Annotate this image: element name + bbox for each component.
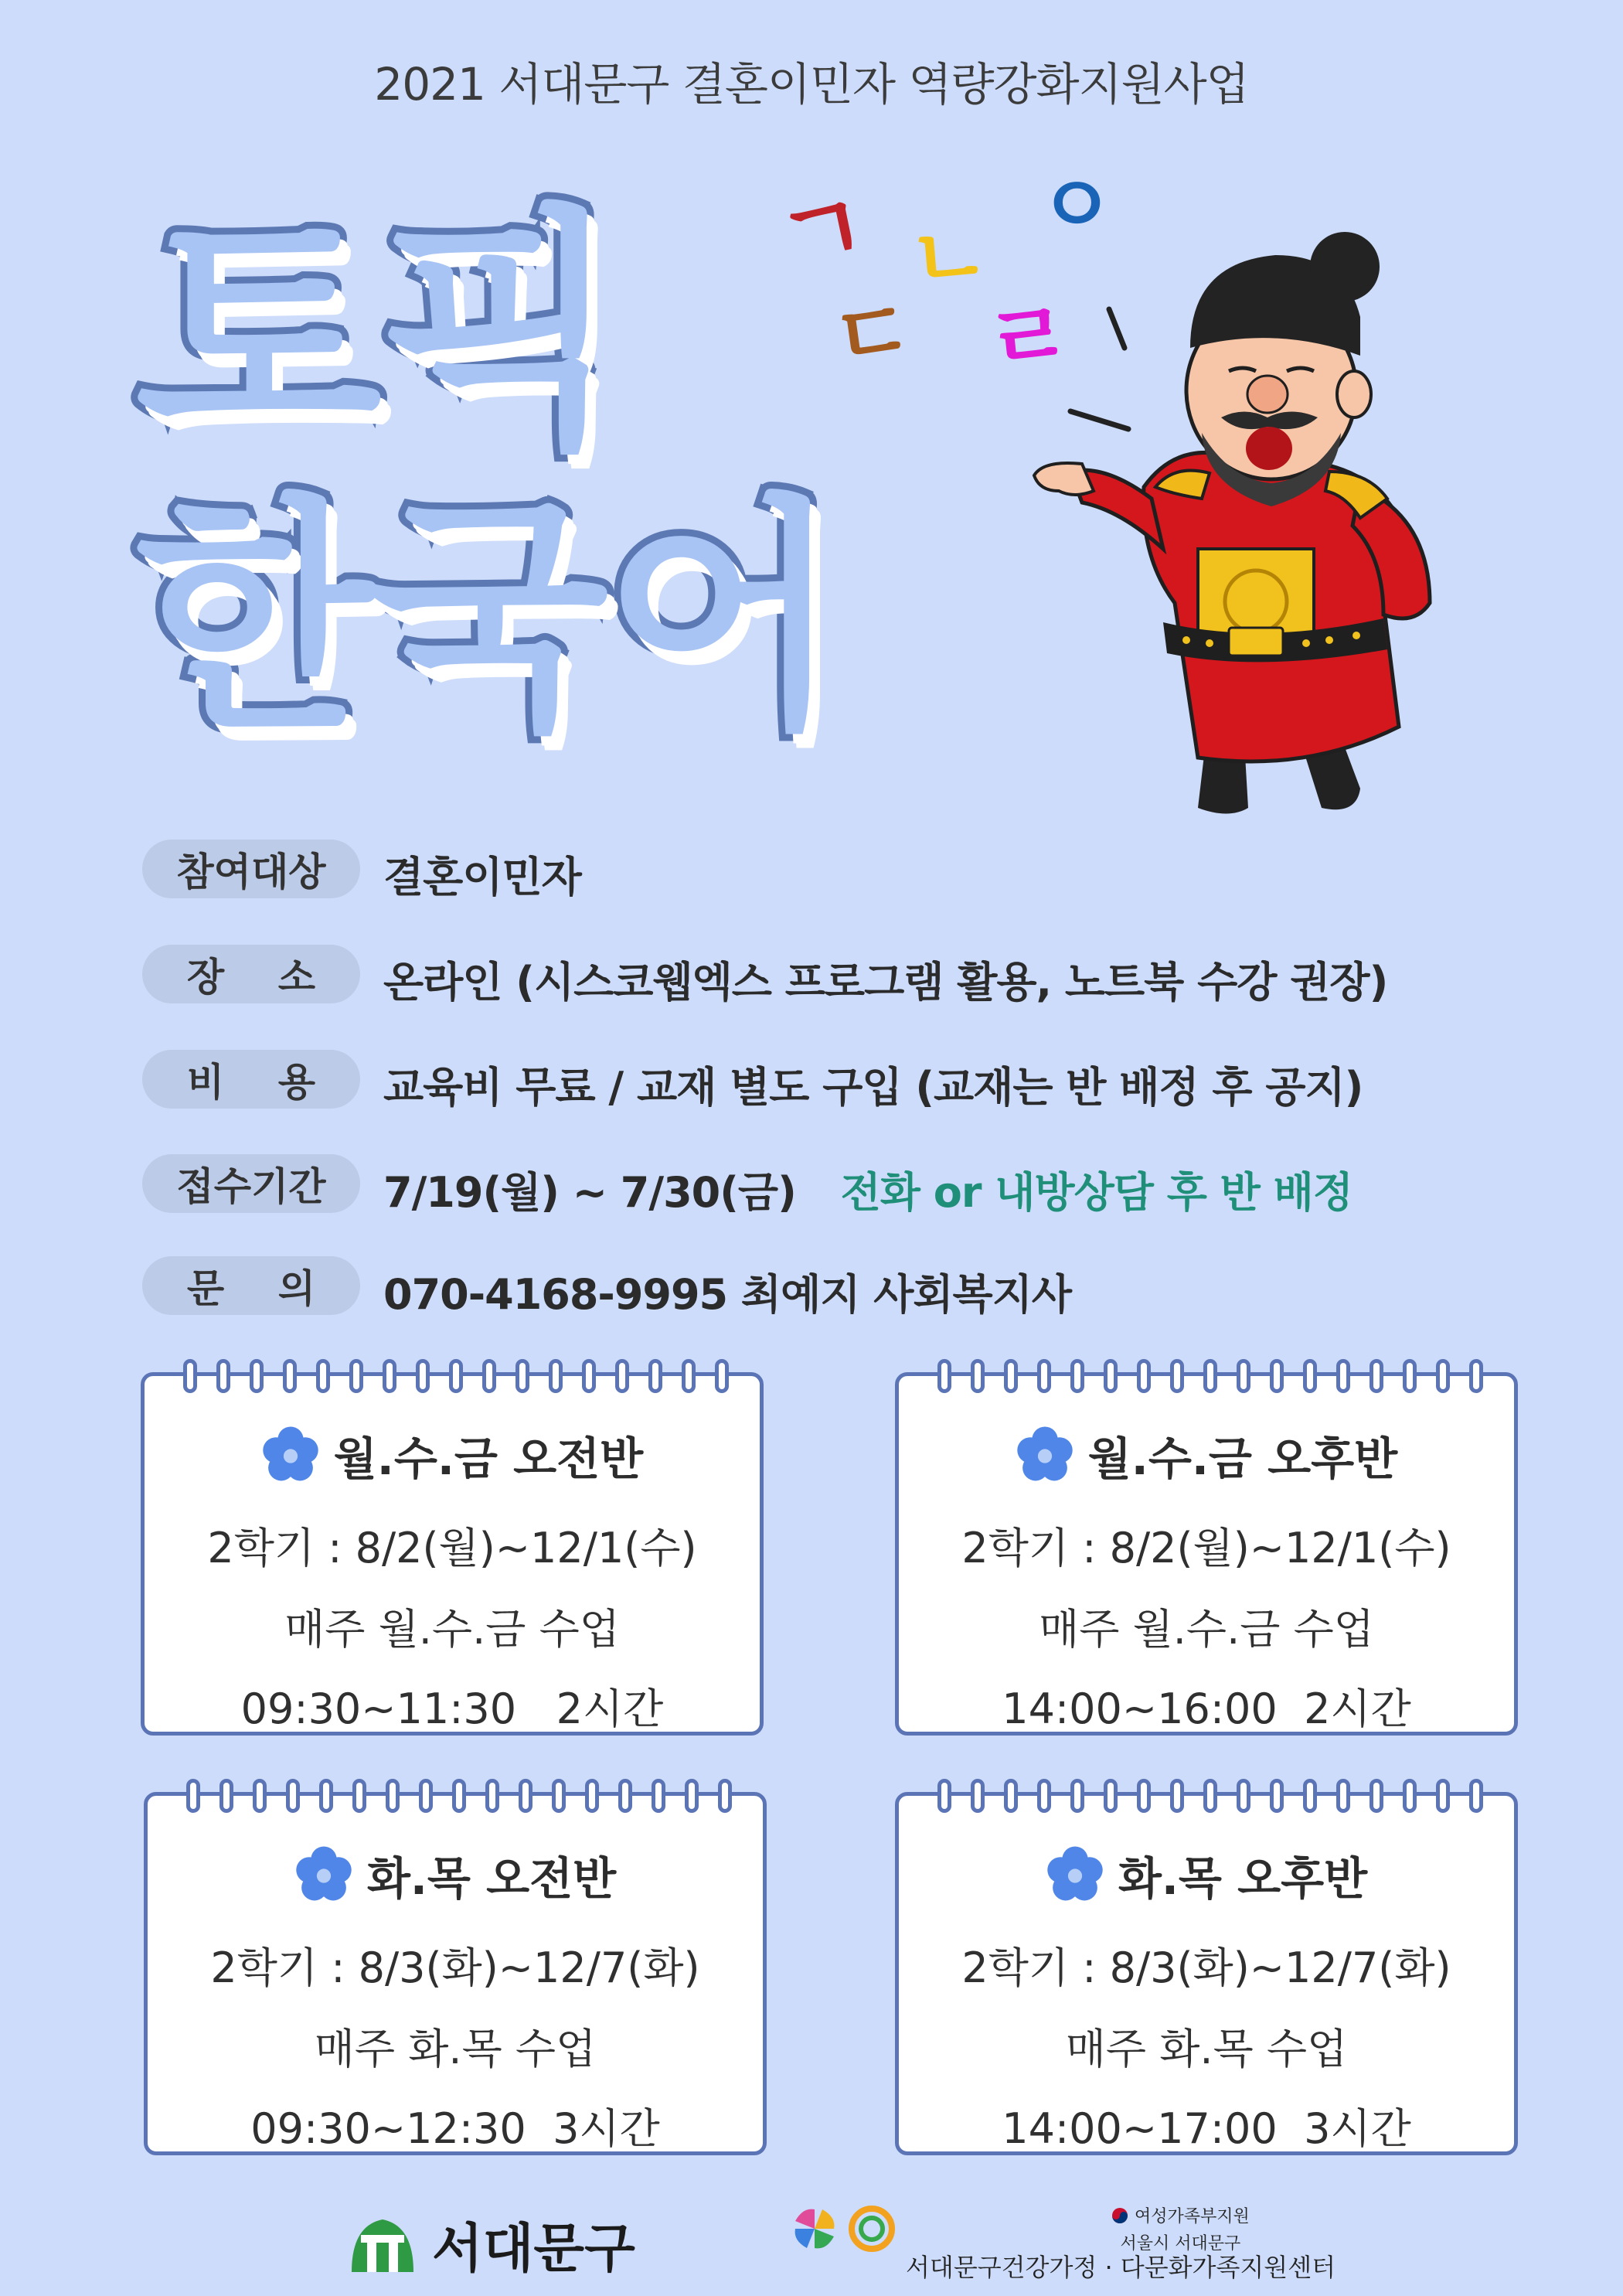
class-days: 매주 월.수.금 수업 bbox=[1039, 1605, 1374, 1654]
letter-nieun: ㄴ bbox=[904, 204, 995, 311]
ring-icon bbox=[383, 1359, 396, 1393]
ring-icon bbox=[1170, 1359, 1184, 1393]
ring-icon bbox=[1104, 1359, 1118, 1393]
ring-icon bbox=[1070, 1359, 1084, 1393]
flower-icon bbox=[1046, 1845, 1104, 1904]
ring-icon bbox=[682, 1359, 696, 1393]
ring-icon bbox=[1004, 1779, 1018, 1813]
ring-icon bbox=[1436, 1359, 1450, 1393]
taegeuk-icon bbox=[1111, 2207, 1128, 2224]
class-time: 09:30~12:30 3시간 bbox=[250, 2104, 660, 2153]
ring-icon bbox=[1403, 1779, 1417, 1813]
letter-giyeok: ㄱ bbox=[767, 171, 879, 295]
class-card-tt-afternoon bbox=[895, 1792, 1518, 2155]
ring-icon bbox=[482, 1359, 496, 1393]
ring-icon bbox=[286, 1779, 300, 1813]
ring-icon bbox=[615, 1359, 629, 1393]
class-title: 월.수.금 오전반 bbox=[333, 1432, 644, 1485]
ring-icon bbox=[452, 1779, 466, 1813]
flower-icon bbox=[261, 1426, 320, 1484]
sponsor-city: 서울시 서대문구 bbox=[1120, 2234, 1241, 2253]
ring-icon bbox=[316, 1359, 330, 1393]
class-term: 2학기 : 8/3(화)~12/7(화) bbox=[961, 1943, 1451, 1992]
ring-icon bbox=[386, 1779, 400, 1813]
ring-icon bbox=[1370, 1779, 1383, 1813]
ring-icon bbox=[519, 1779, 532, 1813]
ring-icon bbox=[1469, 1359, 1483, 1393]
notepad-rings bbox=[937, 1359, 1483, 1398]
ring-icon bbox=[971, 1359, 985, 1393]
ring-icon bbox=[253, 1779, 267, 1813]
class-card-tt-morning bbox=[144, 1792, 767, 2155]
ring-icon bbox=[419, 1779, 433, 1813]
ring-icon bbox=[319, 1779, 333, 1813]
ring-icon bbox=[1237, 1779, 1250, 1813]
district-logo-text: 서대문구 bbox=[432, 2219, 635, 2280]
sponsor-block bbox=[1111, 2203, 1250, 2254]
sponsor-ministry: 여성가족부지원 bbox=[1135, 2207, 1250, 2226]
ring-icon bbox=[216, 1359, 230, 1393]
seodaemun-emblem-icon bbox=[344, 2210, 421, 2280]
ring-icon bbox=[352, 1779, 366, 1813]
ring-icon bbox=[219, 1779, 233, 1813]
ring-icon bbox=[937, 1779, 951, 1813]
class-days: 매주 월.수.금 수업 bbox=[284, 1605, 620, 1654]
ring-icon bbox=[1203, 1359, 1217, 1393]
ring-icon bbox=[1370, 1359, 1383, 1393]
label-registration: 접수기간 bbox=[142, 1154, 360, 1213]
ring-icon bbox=[1037, 1359, 1051, 1393]
label-location: 장 소 bbox=[142, 945, 360, 1003]
ring-icon bbox=[283, 1359, 297, 1393]
pinwheel-logo-icon bbox=[787, 2202, 903, 2259]
ring-icon bbox=[971, 1779, 985, 1813]
ring-icon bbox=[549, 1359, 563, 1393]
ring-icon bbox=[718, 1779, 732, 1813]
value-location: 온라인 (시스코웹엑스 프로그램 활용, 노트북 수강 권장) bbox=[383, 958, 1388, 1007]
ring-icon bbox=[183, 1359, 197, 1393]
ring-icon bbox=[1104, 1779, 1118, 1813]
ring-icon bbox=[349, 1359, 363, 1393]
flower-icon bbox=[294, 1845, 353, 1904]
registration-dates: 7/19(월) ~ 7/30(금) bbox=[383, 1168, 796, 1217]
event-subtitle: 2021 서대문구 결혼이민자 역량강화지원사업 bbox=[374, 58, 1249, 111]
class-card-mwf-morning bbox=[141, 1372, 764, 1736]
ring-icon bbox=[1137, 1359, 1151, 1393]
ring-icon bbox=[582, 1359, 596, 1393]
class-title: 월.수.금 오후반 bbox=[1087, 1432, 1398, 1485]
class-days: 매주 화.목 수업 bbox=[314, 2025, 597, 2073]
ring-icon bbox=[1237, 1359, 1250, 1393]
class-term: 2학기 : 8/2(월)~12/1(수) bbox=[961, 1524, 1451, 1572]
ring-icon bbox=[1336, 1779, 1350, 1813]
letter-ieung: ㅇ bbox=[1037, 158, 1116, 253]
class-title: 화.목 오전반 bbox=[366, 1852, 617, 1905]
center-name: 서대문구건강가정 · 다문화가족지원센터 bbox=[906, 2253, 1336, 2282]
class-time: 09:30~11:30 2시간 bbox=[240, 1685, 664, 1733]
class-time: 14:00~16:00 2시간 bbox=[1002, 1685, 1411, 1733]
ring-icon bbox=[937, 1359, 951, 1393]
ring-icon bbox=[1336, 1359, 1350, 1393]
class-time: 14:00~17:00 3시간 bbox=[1002, 2104, 1411, 2153]
ring-icon bbox=[1436, 1779, 1450, 1813]
notepad-rings bbox=[186, 1779, 732, 1817]
value-inquiry: 070-4168-9995 최예지 사회복지사 bbox=[383, 1270, 1072, 1319]
ring-icon bbox=[485, 1779, 499, 1813]
ring-icon bbox=[685, 1779, 699, 1813]
ring-icon bbox=[186, 1779, 200, 1813]
ring-icon bbox=[416, 1359, 430, 1393]
ring-icon bbox=[715, 1359, 729, 1393]
ring-icon bbox=[652, 1779, 665, 1813]
class-card-mwf-afternoon bbox=[895, 1372, 1518, 1736]
class-term: 2학기 : 8/3(화)~12/7(화) bbox=[210, 1943, 700, 1992]
class-days: 매주 화.목 수업 bbox=[1065, 2025, 1348, 2073]
ring-icon bbox=[1203, 1779, 1217, 1813]
value-registration bbox=[383, 1160, 1352, 1219]
notepad-rings bbox=[937, 1779, 1483, 1817]
title-korean: 한국어 bbox=[135, 475, 839, 762]
ring-icon bbox=[1469, 1779, 1483, 1813]
ring-icon bbox=[648, 1359, 662, 1393]
ring-icon bbox=[449, 1359, 463, 1393]
letter-digeut: ㄷ bbox=[825, 280, 920, 390]
value-participants: 결혼이민자 bbox=[383, 853, 581, 901]
registration-note: 전화 or 내방상담 후 반 배정 bbox=[840, 1168, 1352, 1217]
ring-icon bbox=[1137, 1779, 1151, 1813]
ring-icon bbox=[1004, 1359, 1018, 1393]
ring-icon bbox=[1403, 1359, 1417, 1393]
flower-icon bbox=[1016, 1426, 1074, 1484]
ring-icon bbox=[1303, 1359, 1317, 1393]
label-inquiry: 문 의 bbox=[142, 1256, 360, 1315]
title-topik: 토픽 bbox=[135, 184, 619, 481]
label-participants: 참여대상 bbox=[142, 840, 360, 898]
ring-icon bbox=[1270, 1359, 1284, 1393]
ring-icon bbox=[618, 1779, 632, 1813]
district-logo bbox=[344, 2207, 635, 2282]
ring-icon bbox=[1037, 1779, 1051, 1813]
ring-icon bbox=[552, 1779, 566, 1813]
class-term: 2학기 : 8/2(월)~12/1(수) bbox=[207, 1524, 697, 1572]
ring-icon bbox=[250, 1359, 264, 1393]
letter-rieul: ㄹ bbox=[981, 282, 1077, 395]
ring-icon bbox=[1070, 1779, 1084, 1813]
class-title: 화.목 오후반 bbox=[1118, 1852, 1368, 1905]
ring-icon bbox=[1170, 1779, 1184, 1813]
value-cost: 교육비 무료 / 교재 별도 구입 (교재는 반 배정 후 공지) bbox=[383, 1063, 1363, 1112]
label-cost: 비 용 bbox=[142, 1050, 360, 1109]
ring-icon bbox=[1270, 1779, 1284, 1813]
ring-icon bbox=[585, 1779, 599, 1813]
ring-icon bbox=[1303, 1779, 1317, 1813]
notepad-rings bbox=[183, 1359, 729, 1398]
king-illustration-icon bbox=[997, 232, 1461, 835]
ring-icon bbox=[515, 1359, 529, 1393]
